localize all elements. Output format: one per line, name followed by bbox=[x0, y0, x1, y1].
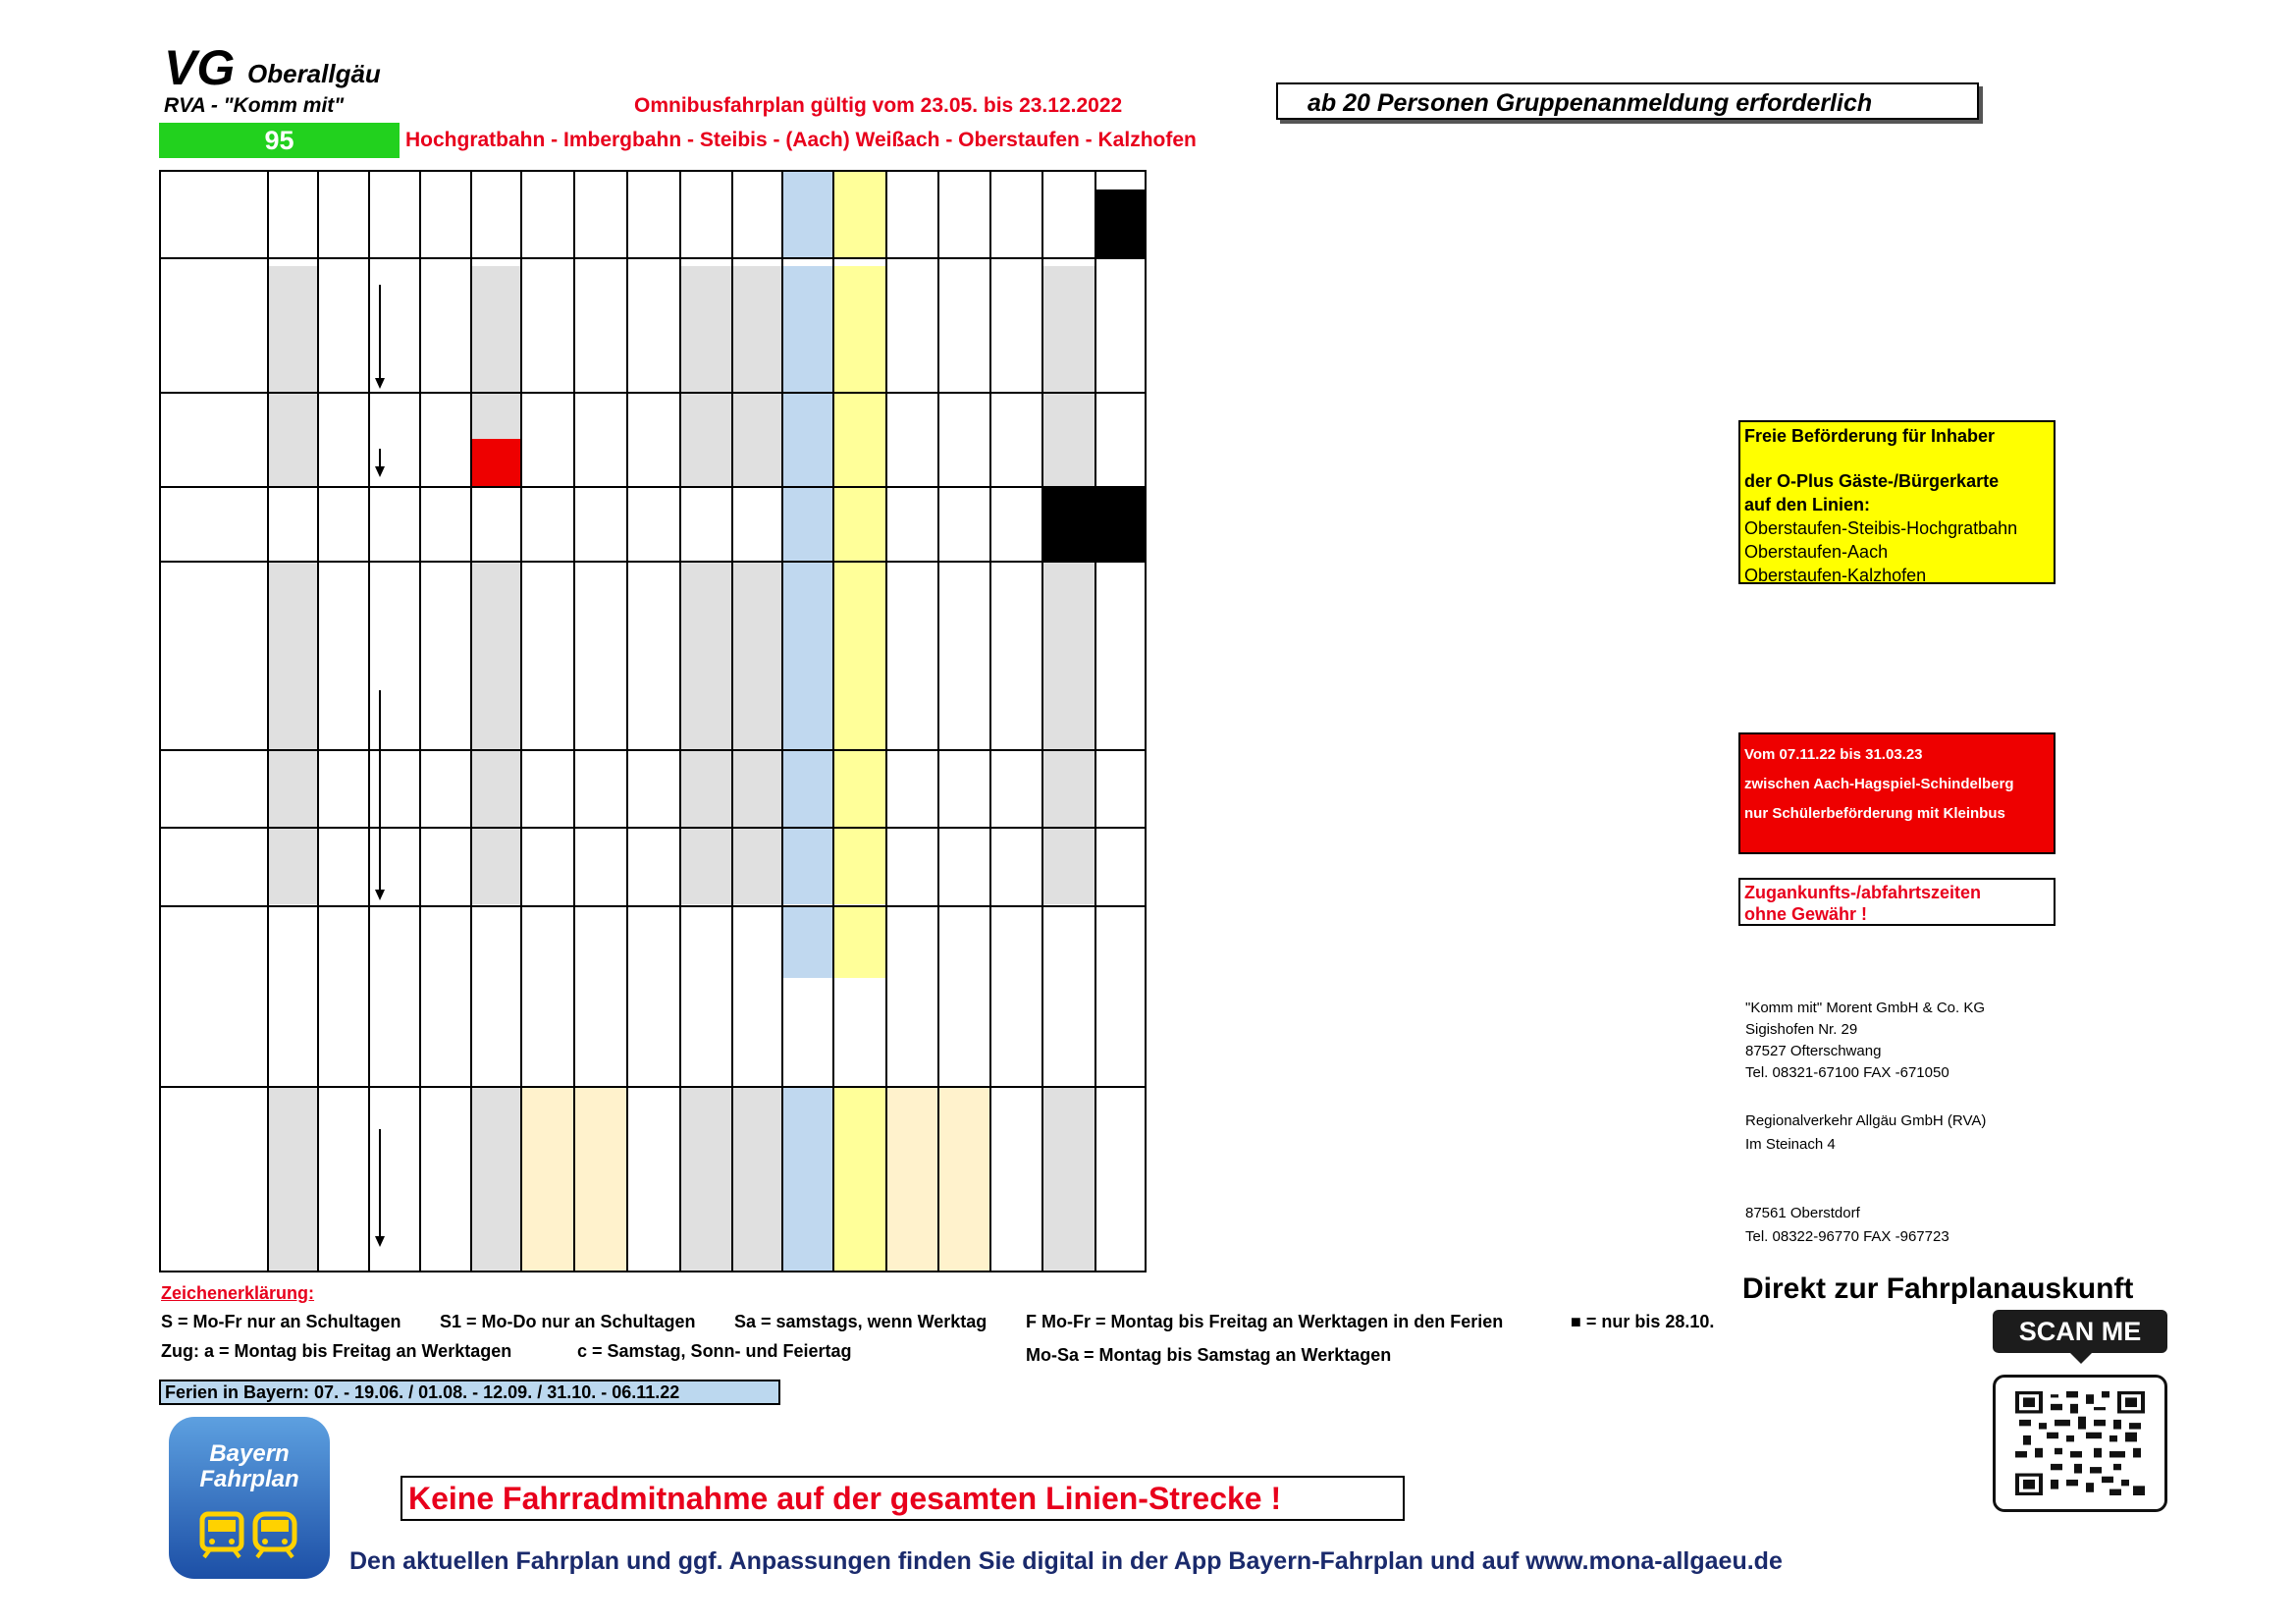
legend-f: F Mo-Fr = Montag bis Freitag an Werktagen in den Ferien bbox=[1026, 1312, 1504, 1331]
contact-line: Tel. 08321-67100 FAX -671050 bbox=[1745, 1064, 1949, 1081]
grid-line bbox=[419, 170, 421, 1271]
contact-line: "Komm mit" Morent GmbH & Co. KG bbox=[1745, 1000, 1986, 1016]
grid-line bbox=[573, 170, 575, 1271]
day-type bbox=[626, 186, 679, 189]
grid-line bbox=[159, 1086, 1147, 1088]
day-type bbox=[520, 489, 573, 494]
grid-line bbox=[159, 170, 161, 1271]
column-shade bbox=[679, 561, 731, 905]
column-shade bbox=[731, 266, 781, 486]
company-name: RVA - "Komm mit" bbox=[164, 94, 345, 117]
validity-text: Omnibusfahrplan gültig vom 23.05. bis 23.12.2022 bbox=[634, 94, 1123, 117]
contact-line: Sigishofen Nr. 29 bbox=[1745, 1021, 1858, 1038]
direction-arrow bbox=[379, 285, 381, 378]
grid-line bbox=[520, 170, 522, 1271]
day-type bbox=[573, 489, 626, 494]
header-shade bbox=[832, 486, 885, 561]
column-shade bbox=[470, 1086, 520, 1271]
contact-line: Regionalverkehr Allgäu GmbH (RVA) bbox=[1745, 1112, 1987, 1129]
header-shade bbox=[832, 170, 885, 257]
direction-arrow bbox=[375, 466, 385, 477]
column-shade bbox=[267, 561, 317, 905]
column-shade bbox=[1041, 1086, 1095, 1271]
legend-zug-c: c = Samstag, Sonn- und Feiertag bbox=[577, 1341, 852, 1361]
day-type bbox=[1041, 489, 1095, 494]
header-shade bbox=[832, 905, 885, 978]
grid-line bbox=[159, 561, 1147, 563]
day-type bbox=[989, 186, 1041, 189]
grid-line bbox=[731, 170, 733, 1271]
day-type bbox=[989, 489, 1041, 494]
contact-line: 87527 Ofterschwang bbox=[1745, 1043, 1882, 1059]
header-shade bbox=[781, 905, 832, 978]
column-shade bbox=[781, 1086, 832, 1271]
legend-zug-a: Zug: a = Montag bis Freitag an Werktagen bbox=[161, 1341, 512, 1361]
free-transport-line: auf den Linien: bbox=[1744, 495, 1870, 514]
column-shade bbox=[267, 266, 317, 486]
column-shade bbox=[781, 266, 832, 486]
contact-line: Tel. 08322-96770 FAX -967723 bbox=[1745, 1227, 1949, 1245]
free-transport-line: der O-Plus Gäste-/Bürgerkarte bbox=[1744, 471, 2000, 491]
legend-sa: Sa = samstags, wenn Werktag bbox=[734, 1312, 988, 1331]
header-black bbox=[1095, 189, 1145, 257]
grid-line bbox=[1145, 170, 1147, 1271]
contact-line: 87561 Oberstdorf bbox=[1745, 1205, 1860, 1221]
column-shade bbox=[832, 1086, 885, 1271]
grid-line bbox=[885, 170, 887, 1271]
free-transport-line: Oberstaufen-Aach bbox=[1744, 542, 1889, 562]
school-transport-line: zwischen Aach-Hagspiel-Schindelberg bbox=[1744, 776, 2014, 792]
disclaimer-line: Zugankunfts-/abfahrtszeiten bbox=[1744, 883, 1982, 902]
free-transport-line: Freie Beförderung für Inhaber bbox=[1744, 426, 1996, 446]
day-type bbox=[626, 489, 679, 494]
free-transport-line bbox=[1744, 448, 2050, 469]
bus-train-icon bbox=[198, 1510, 300, 1559]
grid-line bbox=[937, 170, 939, 1271]
free-transport-line: Oberstaufen-Steibis-Hochgratbahn bbox=[1744, 518, 2018, 538]
school-transport-box bbox=[1738, 732, 2056, 854]
day-type bbox=[1095, 489, 1145, 494]
qr-code[interactable] bbox=[1993, 1375, 2167, 1512]
column-shade bbox=[267, 1086, 317, 1271]
app-name-line2: Fahrplan bbox=[199, 1466, 299, 1492]
vg-logo: VG bbox=[164, 40, 236, 95]
grid-line bbox=[159, 827, 1147, 829]
grid-line bbox=[1041, 170, 1043, 1271]
column-shade bbox=[832, 266, 885, 486]
free-transport-box bbox=[1738, 420, 2056, 584]
direction-arrow bbox=[379, 449, 381, 466]
day-type bbox=[885, 489, 937, 494]
legend-mo-sa: Mo-Sa = Montag bis Samstag an Werktagen bbox=[1026, 1345, 1392, 1365]
column-shade bbox=[1041, 561, 1095, 905]
column-shade bbox=[731, 561, 781, 905]
grid-line bbox=[832, 170, 834, 1271]
grid-line bbox=[679, 170, 681, 1271]
grid-line bbox=[159, 170, 1147, 172]
grid-line bbox=[159, 257, 1147, 259]
column-shade bbox=[267, 1086, 317, 1271]
column-shade bbox=[1041, 266, 1095, 486]
grid-line bbox=[159, 749, 1147, 751]
day-type bbox=[520, 186, 573, 189]
day-type bbox=[885, 186, 937, 189]
column-shade bbox=[679, 266, 731, 486]
holidays-bavaria: Ferien in Bayern: 07. - 19.06. / 01.08. - 12.09. / 31.10. - 06.11.22 bbox=[159, 1380, 780, 1405]
column-shade bbox=[470, 561, 520, 905]
day-type bbox=[937, 186, 989, 189]
day-type bbox=[937, 489, 989, 494]
header-shade bbox=[781, 486, 832, 561]
qr-code-icon bbox=[2015, 1391, 2145, 1495]
school-transport-line: Vom 07.11.22 bis 31.03.23 bbox=[1744, 746, 1923, 763]
grid-line bbox=[1095, 170, 1096, 1271]
grid-line bbox=[989, 170, 991, 1271]
grid-line bbox=[159, 905, 1147, 907]
day-type bbox=[573, 186, 626, 189]
column-shade bbox=[885, 1086, 937, 1271]
column-shade bbox=[470, 266, 520, 486]
legend-title: Zeichenerklärung: bbox=[161, 1283, 315, 1303]
column-shade bbox=[679, 1086, 731, 1271]
direct-timetable-heading: Direkt zur Fahrplanauskunft bbox=[1742, 1272, 2134, 1305]
grid-line bbox=[470, 170, 472, 1271]
free-transport-line: Oberstaufen-Kalzhofen bbox=[1744, 566, 1927, 585]
column-shade bbox=[731, 1086, 781, 1271]
region-name: Oberallgäu bbox=[247, 59, 381, 88]
legend-s: S = Mo-Fr nur an Schultagen bbox=[161, 1312, 401, 1331]
contact-line: Im Steinach 4 bbox=[1745, 1135, 1836, 1153]
grid-line bbox=[781, 170, 783, 1271]
grid-line bbox=[159, 392, 1147, 394]
day-type bbox=[1095, 186, 1145, 189]
route-title: Hochgratbahn - Imbergbahn - Steibis - (Aach) Weißach - Oberstaufen - Kalzhofen bbox=[405, 129, 1197, 151]
direction-arrow bbox=[375, 378, 385, 389]
grid-line bbox=[368, 170, 370, 1271]
column-shade bbox=[573, 1086, 626, 1271]
column-shade bbox=[470, 1086, 520, 1271]
header-shade bbox=[781, 170, 832, 257]
school-transport-line: nur Schülerbeförderung mit Kleinbus bbox=[1744, 805, 2005, 822]
group-notice: ab 20 Personen Gruppenanmeldung erforderlich bbox=[1276, 82, 1979, 120]
no-bicycles-notice: Keine Fahrradmitnahme auf der gesamten Linien-Strecke ! bbox=[400, 1476, 1405, 1521]
line-number-badge: 95 bbox=[159, 123, 400, 158]
direction-arrow bbox=[375, 890, 385, 900]
scan-me-label: SCAN ME bbox=[1993, 1310, 2167, 1353]
app-name-line1: Bayern bbox=[209, 1440, 290, 1467]
direction-arrow bbox=[379, 1129, 381, 1236]
grid-line bbox=[626, 170, 628, 1271]
column-shade bbox=[937, 1086, 989, 1271]
header-black bbox=[1041, 486, 1145, 561]
bayern-fahrplan-app-icon[interactable] bbox=[169, 1417, 330, 1579]
column-shade bbox=[832, 561, 885, 905]
grid-line bbox=[267, 170, 269, 1271]
column-shade bbox=[781, 561, 832, 905]
scan-me-pointer bbox=[2069, 1352, 2093, 1364]
legend-s1: S1 = Mo-Do nur an Schultagen bbox=[440, 1312, 696, 1331]
disclaimer-line: ohne Gewähr ! bbox=[1744, 904, 1868, 924]
grid-line bbox=[317, 170, 319, 1271]
grid-line bbox=[159, 486, 1147, 488]
direction-arrow bbox=[375, 1236, 385, 1247]
train-time-disclaimer bbox=[1738, 878, 2056, 926]
grid-line bbox=[159, 1271, 1147, 1272]
column-shade bbox=[520, 1086, 573, 1271]
red-cells bbox=[470, 439, 520, 486]
legend-square: ■ = nur bis 28.10. bbox=[1571, 1312, 1715, 1331]
direction-arrow bbox=[379, 690, 381, 890]
digital-info-text: Den aktuellen Fahrplan und ggf. Anpassungen finden Sie digital in der App Bayern-Fahrplan und auf www.mona-allgaeu.de bbox=[349, 1547, 1783, 1575]
